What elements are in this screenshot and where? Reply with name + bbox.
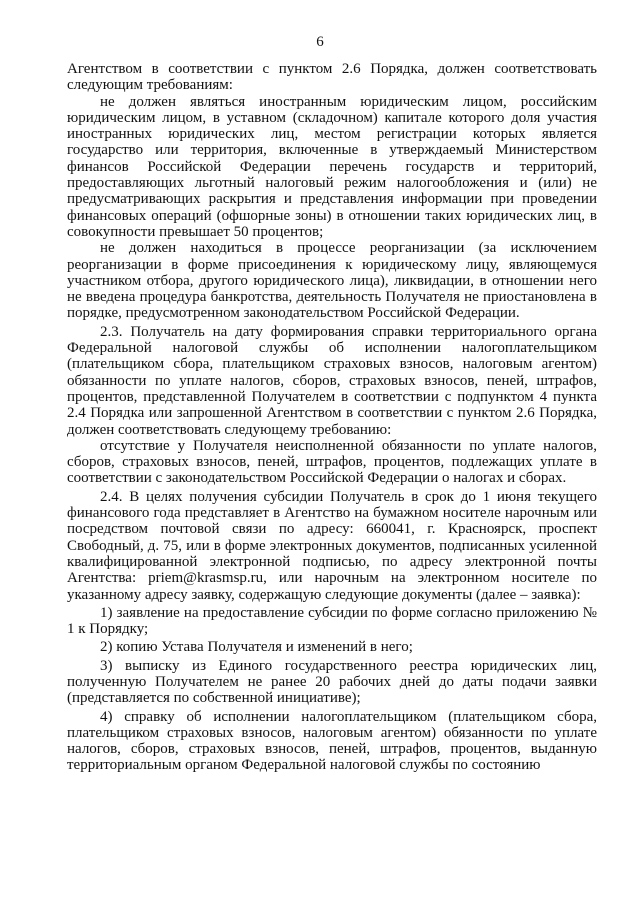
paragraph-intro: Агентством в соответствии с пунктом 2.6 Порядка, должен соответствовать следующим требованиям: xyxy=(67,61,597,94)
list-item-3: 3) выписку из Единого государственного реестра юридических лиц, полученную Получателем не ранее 20 рабочих дней до даты подачи заявки (представляется по собственной инициативе); xyxy=(67,657,597,707)
paragraph-2-4: 2.4. В целях получения субсидии Получатель в срок до 1 июня текущего финансового года представляет в Агентство на бумажном носителе нарочным или посредством почтовой связи по адресу: 660041, г. Красноярск, проспект Свободный, д. 75, или в форме электронных документов, подписанных усиленной квалифицированной электронной подписью, по адресу электронной почты Агентства: priem@krasmsp.ru, или нарочным на электронном носителе по указанному адресу заявку, содержащую следующие документы (далее – заявка): xyxy=(67,488,597,603)
list-item-2: 2) копию Устава Получателя и изменений в него; xyxy=(100,639,413,656)
list-item-1: 1) заявление на предоставление субсидии по форме согласно приложению № 1 к Порядку; xyxy=(67,604,597,638)
paragraph-requirement-foreign: не должен являться иностранным юридическим лицом, российским юридическим лицом, в уставном (складочном) капитале которого доля участия иностранных юридических лиц, местом регистрации которых является государство или территория, включенные в утверждаемый Министерством финансов Российской Федерации перечень государств и территорий, предоставляющих льготный налоговый режим налогообложения и (или) не предусматривающих раскрытия и представления информации при проведении финансовых операций (офшорные зоны) в отношении таких юридических лиц, в совокупности превышает 50 процентов; xyxy=(67,93,597,240)
document-body xyxy=(67,61,597,774)
paragraph-no-tax-debt: отсутствие у Получателя неисполненной обязанности по уплате налогов, сборов, страховых взносов, пеней, штрафов, процентов, подлежащих уплате в соответствии с законодательством Российской Федерации о налогах и сборах. xyxy=(67,437,597,487)
paragraph-requirement-reorganization: не должен находиться в процессе реорганизации (за исключением реорганизации в форме присоединения к юридическому лицу, являющемуся участником отбора, другого юридического лица), ликвидации, в отношении него не введена процедура банкротства, деятельность Получателя не приостановлена в порядке, предусмотренном законодательством Российской Федерации. xyxy=(67,240,597,322)
list-item-4: 4) справку об исполнении налогоплательщиком (плательщиком сбора, плательщиком страховых взносов, налоговым агентом) обязанности по уплате налогов, сборов, страховых взносов, пеней, штрафов, процентов, выданную территориальным органом Федеральной налоговой службы по состоянию xyxy=(67,708,597,774)
page-number: 6 xyxy=(316,34,324,50)
paragraph-2-3: 2.3. Получатель на дату формирования справки территориального органа Федеральной налоговой службы об исполнении налогоплательщиком (плательщиком сбора, плательщиком страховых взносов, налоговым агентом) обязанности по уплате налогов, сборов, страховых взносов, пеней, штрафов, процентов, представленной Получателем в соответствии с подпунктом 4 пункта 2.4 Порядка или запрошенной Агентством в соответствии с пунктом 2.6 Порядка, должен соответствовать следующему требованию: xyxy=(67,323,597,438)
